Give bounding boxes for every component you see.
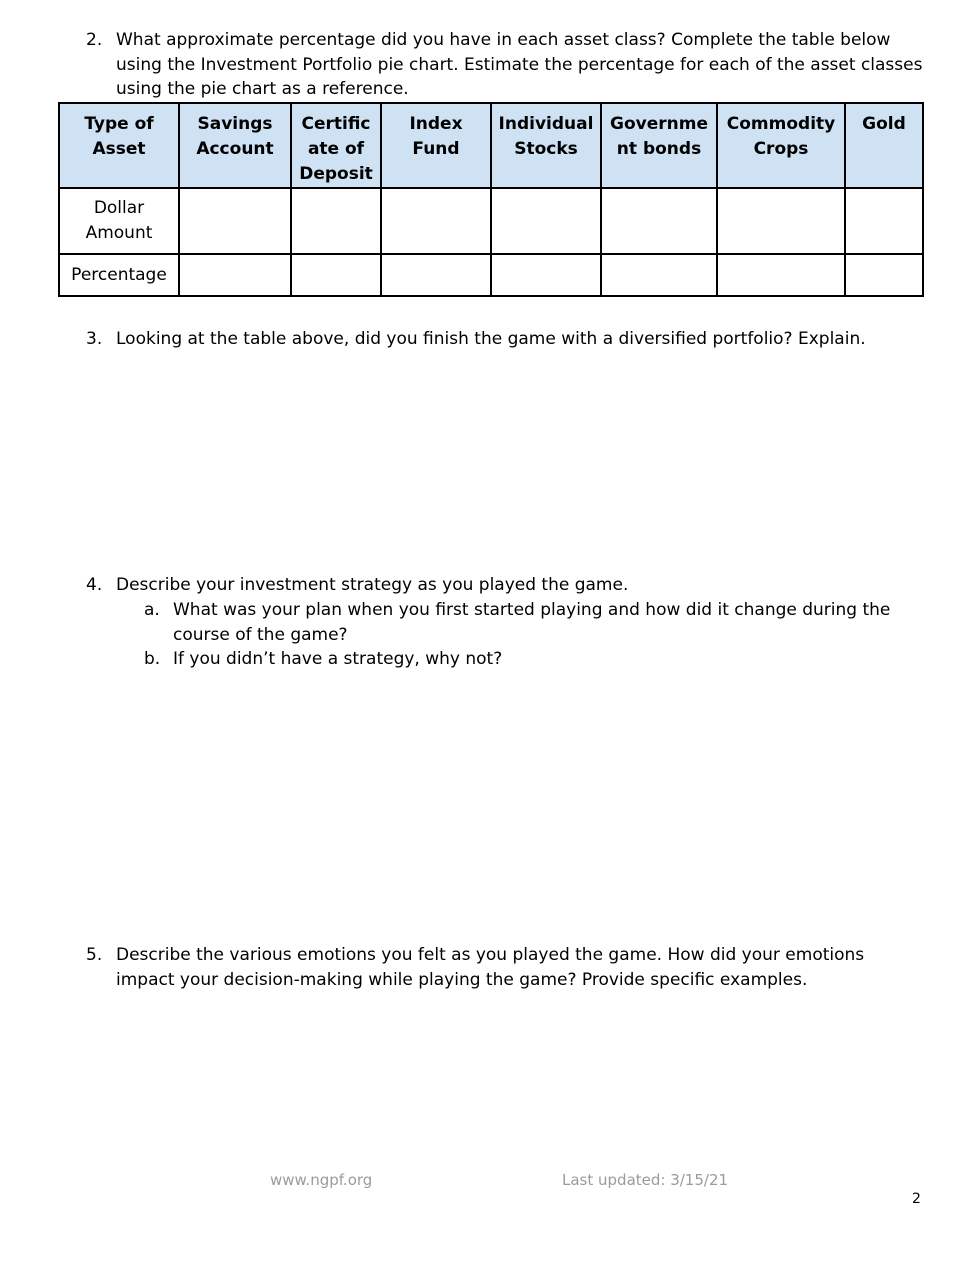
question-2-number: 2. — [86, 30, 103, 50]
question-3-text: Looking at the table above, did you finish the game with a diversified portfolio? Explain. — [116, 329, 866, 349]
cell-pct-index-fund[interactable] — [381, 254, 491, 296]
cell-pct-savings-account[interactable] — [179, 254, 291, 296]
question-3 — [86, 327, 926, 352]
question-5-text: Describe the various emotions you felt as you played the game. How did your emotions impact your decision-making while playing the game? Provide specific examples. — [116, 945, 865, 990]
cell-dollar-government-bonds[interactable] — [601, 188, 717, 254]
question-4 — [86, 573, 926, 598]
table-header-row — [59, 103, 923, 188]
question-3-number: 3. — [86, 329, 103, 349]
question-4a-text: What was your plan when you first started playing and how did it change during the course of the game? — [173, 600, 891, 645]
header-gold: Gold — [845, 103, 923, 188]
question-4b-text: If you didn’t have a strategy, why not? — [173, 649, 503, 669]
footer-last-updated: Last updated: 3/15/21 — [562, 1171, 729, 1189]
cell-dollar-gold[interactable] — [845, 188, 923, 254]
page-number: 2 — [912, 1191, 921, 1207]
cell-dollar-index-fund[interactable] — [381, 188, 491, 254]
question-4a-letter: a. — [144, 600, 160, 620]
question-4-text: Describe your investment strategy as you played the game. — [116, 575, 629, 595]
header-savings-account: Savings Account — [179, 103, 291, 188]
header-commodity-crops: Commodity Crops — [717, 103, 845, 188]
header-individual-stocks: Individual Stocks — [491, 103, 601, 188]
asset-percentage-table — [58, 102, 924, 297]
question-4b — [144, 647, 924, 672]
table-row-percentage — [59, 254, 923, 296]
question-4a — [144, 598, 924, 647]
cell-dollar-commodity-crops[interactable] — [717, 188, 845, 254]
cell-dollar-individual-stocks[interactable] — [491, 188, 601, 254]
question-5-number: 5. — [86, 945, 103, 965]
cell-pct-individual-stocks[interactable] — [491, 254, 601, 296]
cell-pct-government-bonds[interactable] — [601, 254, 717, 296]
question-5 — [86, 943, 926, 992]
header-certificate-of-deposit: Certific ate of Deposit — [291, 103, 381, 188]
header-type-of-asset: Type of Asset — [59, 103, 179, 188]
question-2-text: What approximate percentage did you have in each asset class? Complete the table below using the Investment Portfolio pie chart. Estimate the percentage for each of the asset classes using the pie chart as a reference. — [116, 30, 923, 100]
cell-pct-commodity-crops[interactable] — [717, 254, 845, 296]
cell-dollar-savings-account[interactable] — [179, 188, 291, 254]
row-label-dollar-amount: Dollar Amount — [59, 188, 179, 254]
question-2 — [86, 28, 926, 102]
cell-dollar-certificate-of-deposit[interactable] — [291, 188, 381, 254]
row-label-percentage: Percentage — [59, 254, 179, 296]
cell-pct-certificate-of-deposit[interactable] — [291, 254, 381, 296]
header-government-bonds: Governme nt bonds — [601, 103, 717, 188]
cell-pct-gold[interactable] — [845, 254, 923, 296]
question-4-number: 4. — [86, 575, 103, 595]
footer-website: www.ngpf.org — [270, 1171, 373, 1189]
question-4b-letter: b. — [144, 649, 161, 669]
header-index-fund: Index Fund — [381, 103, 491, 188]
table-row-dollar-amount — [59, 188, 923, 254]
